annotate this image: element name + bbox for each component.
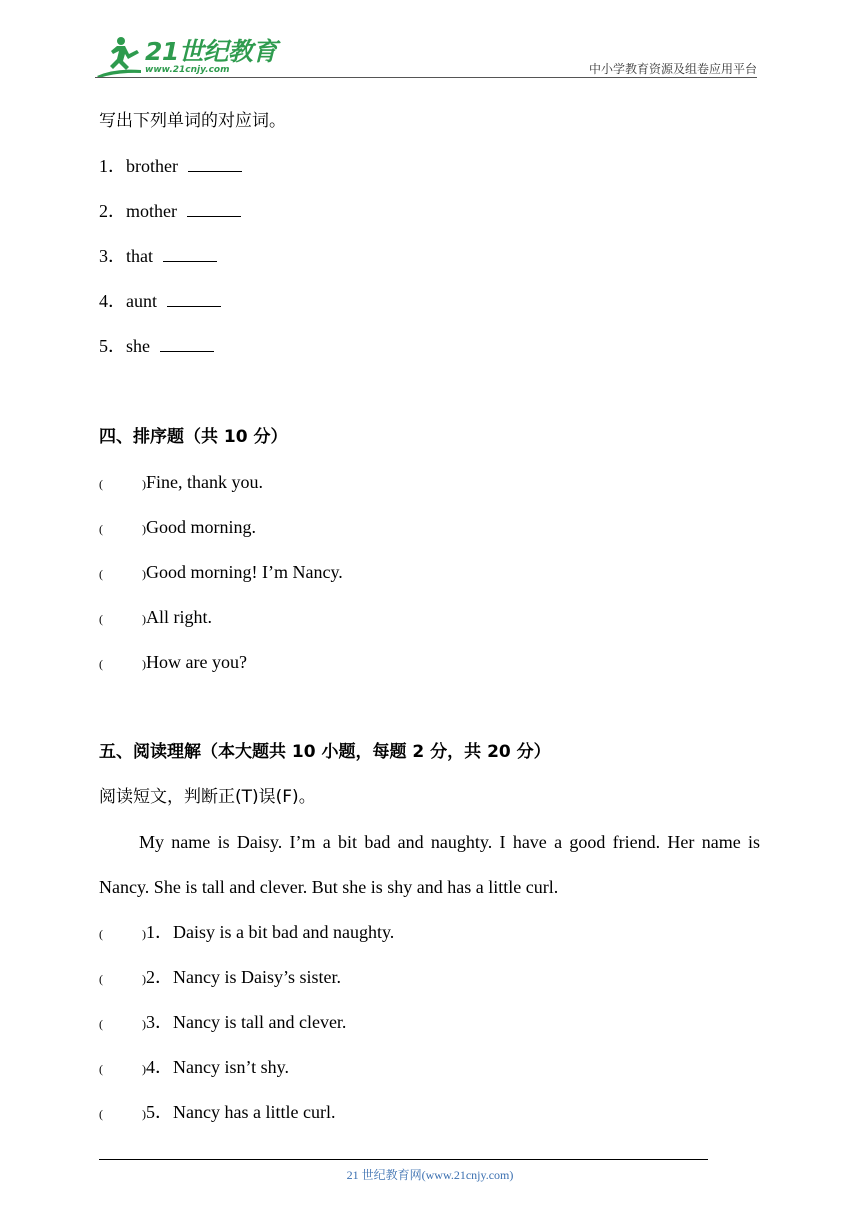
sentence-text: How are you? xyxy=(146,652,247,672)
runner-icon xyxy=(95,34,147,80)
footer-divider xyxy=(99,1159,708,1160)
reading-passage xyxy=(99,820,760,910)
section3-instruction: 写出下列单词的对应词。 xyxy=(99,111,286,131)
list-item xyxy=(99,966,341,990)
sentence-text: Good morning! I’m Nancy. xyxy=(146,562,343,582)
statement-text: Daisy is a bit bad and naughty. xyxy=(173,922,395,942)
list-item xyxy=(99,200,241,222)
item-word: brother xyxy=(126,156,178,176)
header-tagline: 中小学教育资源及组卷应用平台 xyxy=(588,62,757,76)
item-number: 2． xyxy=(146,967,173,987)
section4-title: 四、排序题（共 10 分） xyxy=(99,427,288,447)
statement-text: Nancy isn’t shy. xyxy=(173,1057,289,1077)
item-number: 5． xyxy=(99,336,126,356)
item-word: mother xyxy=(126,201,177,221)
item-number: 3． xyxy=(146,1012,173,1032)
close-paren: ) xyxy=(142,567,146,581)
open-paren: ( xyxy=(99,1062,103,1076)
answer-blank[interactable] xyxy=(188,157,242,172)
list-item xyxy=(99,606,212,630)
item-word: she xyxy=(126,336,150,356)
open-paren: ( xyxy=(99,972,103,986)
open-paren: ( xyxy=(99,1017,103,1031)
item-word: that xyxy=(126,246,153,266)
open-paren: ( xyxy=(99,522,103,536)
close-paren: ) xyxy=(142,477,146,491)
close-paren: ) xyxy=(142,1017,146,1031)
header-divider xyxy=(95,77,757,78)
list-item xyxy=(99,921,394,945)
section5-instruction: 阅读短文，判断正(T)误(F)。 xyxy=(99,787,316,807)
item-number: 1． xyxy=(99,156,126,176)
item-number: 5． xyxy=(146,1102,173,1122)
answer-blank[interactable] xyxy=(160,337,214,352)
list-item xyxy=(99,516,256,540)
close-paren: ) xyxy=(142,1107,146,1121)
answer-blank[interactable] xyxy=(163,247,217,262)
sentence-text: Good morning. xyxy=(146,517,256,537)
statement-text: Nancy is tall and clever. xyxy=(173,1012,347,1032)
statement-text: Nancy is Daisy’s sister. xyxy=(173,967,341,987)
item-number: 4． xyxy=(99,291,126,311)
close-paren: ) xyxy=(142,927,146,941)
list-item xyxy=(99,471,263,495)
list-item xyxy=(99,335,214,357)
list-item xyxy=(99,155,242,177)
sentence-text: Fine, thank you. xyxy=(146,472,263,492)
passage-text: My name is Daisy. I’m a bit bad and naughty. I have a good friend. Her name is Nancy. She is tall and clever. But she is shy and has a little curl. xyxy=(99,832,760,897)
close-paren: ) xyxy=(142,522,146,536)
page-header xyxy=(95,30,757,80)
list-item xyxy=(99,1101,335,1125)
open-paren: ( xyxy=(99,657,103,671)
item-number: 4． xyxy=(146,1057,173,1077)
item-number: 1． xyxy=(146,922,173,942)
item-number: 3． xyxy=(99,246,126,266)
statement-text: Nancy has a little curl. xyxy=(173,1102,336,1122)
close-paren: ) xyxy=(142,1062,146,1076)
open-paren: ( xyxy=(99,477,103,491)
open-paren: ( xyxy=(99,567,103,581)
list-item xyxy=(99,245,217,267)
item-word: aunt xyxy=(126,291,157,311)
site-logo xyxy=(95,34,277,78)
answer-blank[interactable] xyxy=(187,202,241,217)
list-item xyxy=(99,561,343,585)
sentence-text: All right. xyxy=(146,607,212,627)
item-number: 2． xyxy=(99,201,126,221)
close-paren: ) xyxy=(142,612,146,626)
close-paren: ) xyxy=(142,972,146,986)
open-paren: ( xyxy=(99,927,103,941)
list-item xyxy=(99,651,247,675)
close-paren: ) xyxy=(142,657,146,671)
open-paren: ( xyxy=(99,612,103,626)
footer-link[interactable]: 21 世纪教育网(www.21cnjy.com) xyxy=(346,1168,514,1182)
list-item xyxy=(99,1011,346,1035)
list-item xyxy=(99,290,221,312)
answer-blank[interactable] xyxy=(167,292,221,307)
open-paren: ( xyxy=(99,1107,103,1121)
logo-text: 21世纪教育 xyxy=(145,37,277,66)
list-item xyxy=(99,1056,289,1080)
logo-url: www.21cnjy.com xyxy=(145,65,230,75)
section5-title: 五、阅读理解（本大题共 10 小题，每题 2 分，共 20 分） xyxy=(99,742,551,762)
